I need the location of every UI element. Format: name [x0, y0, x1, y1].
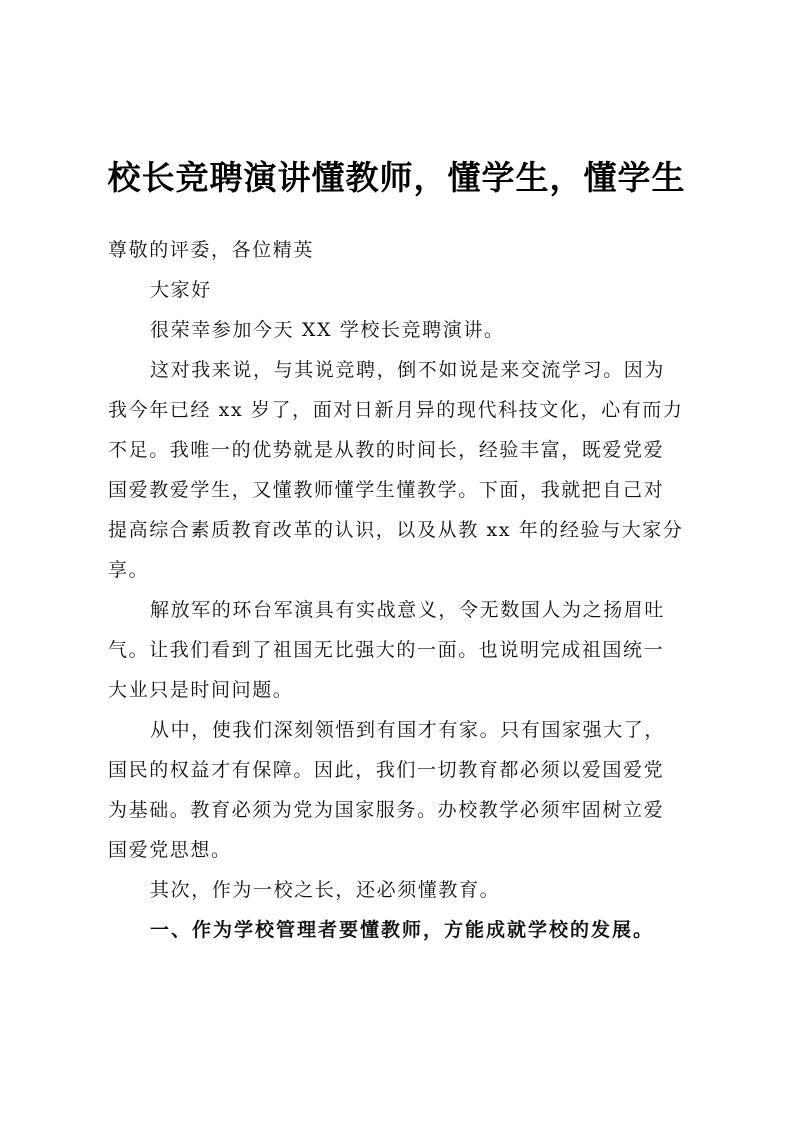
- paragraph-2: [108, 350, 708, 590]
- paragraph-3: [108, 590, 708, 710]
- paragraph-line: 不足。我唯一的优势就是从教的时间长，经验丰富，既爱党爱: [108, 439, 665, 461]
- paragraph-line: 气。让我们看到了祖国无比强大的一面。也说明完成祖国统一: [108, 639, 665, 661]
- section-heading-1: 一、作为学校管理者要懂教师，方能成就学校的发展。: [150, 919, 655, 941]
- paragraph-line: 解放军的环台军演具有实战意义，令无数国人为之扬眉吐: [150, 599, 666, 621]
- paragraph-1: [108, 310, 708, 350]
- paragraph-line: 大业只是时间问题。: [108, 679, 294, 701]
- paragraph-line: 国民的权益才有保障。因此，我们一切教育都必须以爱国爱党: [108, 759, 665, 781]
- paragraph-line: 提高综合素质教育改革的认识，以及从教 xx 年的经验与大家分: [108, 519, 684, 541]
- paragraph-line: 为基础。教育必须为党为国家服务。办校教学必须牢固树立爱: [108, 799, 665, 821]
- salutation: 尊敬的评委，各位精英: [108, 239, 315, 261]
- document-body: [108, 230, 708, 950]
- paragraph-line: 国爱教爱学生，又懂教师懂学生懂教学。下面，我就把自己对: [108, 479, 665, 501]
- greeting: 大家好: [150, 279, 212, 301]
- paragraph-line: 国爱党思想。: [108, 839, 232, 861]
- paragraph-line: 享。: [108, 559, 150, 581]
- paragraph-line: 很荣幸参加今天 XX 学校长竞聘演讲。: [150, 319, 505, 341]
- paragraph-line: 我今年已经 xx 岁了，面对日新月异的现代科技文化，心有而力: [108, 399, 684, 421]
- paragraph-line: 其次，作为一校之长，还必须懂教育。: [150, 879, 501, 901]
- document-title: 校长竞聘演讲懂教师，懂学生，懂学生: [107, 158, 686, 197]
- paragraph-5: [108, 870, 708, 910]
- paragraph-line: 从中，使我们深刻领悟到有国才有家。只有国家强大了，: [150, 719, 666, 741]
- paragraph-line: 这对我来说，与其说竞聘，倒不如说是来交流学习。因为: [150, 359, 666, 381]
- paragraph-4: [108, 710, 708, 870]
